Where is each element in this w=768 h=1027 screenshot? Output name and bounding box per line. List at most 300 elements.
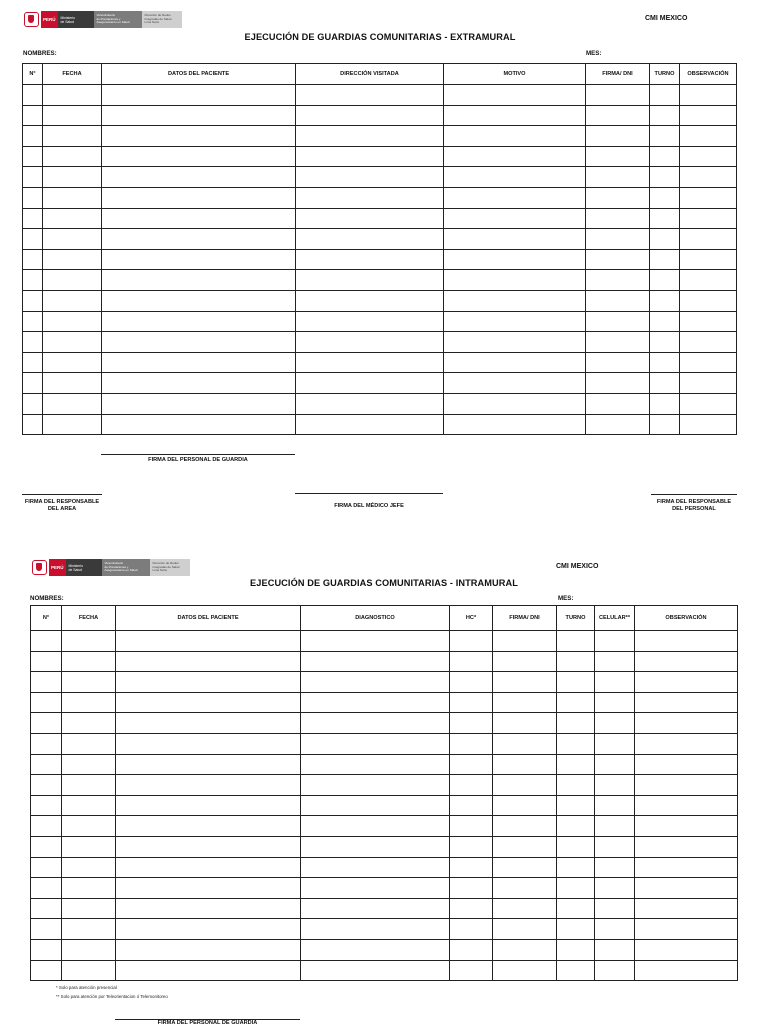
table-cell[interactable]	[635, 775, 738, 796]
table-cell[interactable]	[102, 393, 296, 414]
table-cell[interactable]	[62, 754, 116, 775]
table-cell[interactable]	[102, 105, 296, 126]
table-cell[interactable]	[102, 85, 296, 106]
table-cell[interactable]	[43, 373, 102, 394]
table-cell[interactable]	[62, 919, 116, 940]
table-cell[interactable]	[557, 878, 595, 899]
table-cell[interactable]	[595, 631, 635, 652]
table-cell[interactable]	[296, 414, 444, 435]
table-cell[interactable]	[62, 857, 116, 878]
table-cell[interactable]	[296, 249, 444, 270]
table-cell[interactable]	[116, 919, 301, 940]
table-cell[interactable]	[444, 270, 586, 291]
table-cell[interactable]	[296, 146, 444, 167]
table-cell[interactable]	[595, 713, 635, 734]
table-cell[interactable]	[557, 672, 595, 693]
table-cell[interactable]	[680, 332, 737, 353]
table-cell[interactable]	[102, 414, 296, 435]
table-cell[interactable]	[680, 311, 737, 332]
table-cell[interactable]	[680, 249, 737, 270]
table-cell[interactable]	[296, 126, 444, 147]
table-cell[interactable]	[635, 631, 738, 652]
table-cell[interactable]	[493, 713, 557, 734]
table-cell[interactable]	[102, 126, 296, 147]
table-cell[interactable]	[62, 878, 116, 899]
table-cell[interactable]	[301, 898, 450, 919]
table-cell[interactable]	[635, 713, 738, 734]
table-cell[interactable]	[43, 311, 102, 332]
table-cell[interactable]	[650, 146, 680, 167]
table-cell[interactable]	[23, 249, 43, 270]
table-cell[interactable]	[31, 878, 62, 899]
table-cell[interactable]	[595, 836, 635, 857]
table-cell[interactable]	[680, 126, 737, 147]
table-cell[interactable]	[23, 187, 43, 208]
table-cell[interactable]	[557, 795, 595, 816]
table-cell[interactable]	[557, 939, 595, 960]
table-cell[interactable]	[116, 692, 301, 713]
table-cell[interactable]	[680, 167, 737, 188]
table-cell[interactable]	[450, 878, 493, 899]
table-cell[interactable]	[43, 290, 102, 311]
table-cell[interactable]	[301, 651, 450, 672]
table-cell[interactable]	[557, 898, 595, 919]
table-cell[interactable]	[444, 105, 586, 126]
table-cell[interactable]	[116, 795, 301, 816]
table-cell[interactable]	[635, 939, 738, 960]
table-cell[interactable]	[301, 713, 450, 734]
table-cell[interactable]	[23, 146, 43, 167]
col-header-hc: HC*	[450, 606, 493, 631]
table-cell[interactable]	[301, 672, 450, 693]
table-cell[interactable]	[635, 960, 738, 981]
table-cell[interactable]	[586, 332, 650, 353]
table-cell[interactable]	[650, 373, 680, 394]
table-cell[interactable]	[650, 290, 680, 311]
table-cell[interactable]	[557, 733, 595, 754]
table-cell[interactable]	[43, 270, 102, 291]
table-cell[interactable]	[301, 939, 450, 960]
table-cell[interactable]	[62, 672, 116, 693]
table-cell[interactable]	[444, 373, 586, 394]
table-cell[interactable]	[557, 919, 595, 940]
table-cell[interactable]	[493, 795, 557, 816]
table-cell[interactable]	[301, 857, 450, 878]
mes-label-bottom: MES:	[558, 595, 574, 602]
table-cell[interactable]	[450, 692, 493, 713]
table-cell[interactable]	[102, 290, 296, 311]
table-cell[interactable]	[595, 919, 635, 940]
table-cell[interactable]	[493, 939, 557, 960]
table-cell[interactable]	[23, 229, 43, 250]
table-cell[interactable]	[586, 393, 650, 414]
table-cell[interactable]	[31, 836, 62, 857]
table-cell[interactable]	[102, 270, 296, 291]
table-cell[interactable]	[102, 187, 296, 208]
table-cell[interactable]	[43, 332, 102, 353]
table-cell[interactable]	[493, 857, 557, 878]
table-cell[interactable]	[444, 167, 586, 188]
table-cell[interactable]	[31, 713, 62, 734]
table-cell[interactable]	[444, 187, 586, 208]
table-cell[interactable]	[62, 816, 116, 837]
table-cell[interactable]	[116, 939, 301, 960]
table-cell[interactable]	[116, 857, 301, 878]
logo-ministry: Ministerio de Salud	[58, 11, 94, 28]
table-cell[interactable]	[23, 414, 43, 435]
table-cell[interactable]	[650, 311, 680, 332]
signature-label-guardia-bottom: FIRMA DEL PERSONAL DE GUARDIA	[157, 1020, 258, 1026]
form-title-intramural: EJECUCIÓN DE GUARDIAS COMUNITARIAS - INTRAMURAL	[250, 578, 518, 588]
table-cell[interactable]	[450, 960, 493, 981]
table-cell[interactable]	[557, 651, 595, 672]
table-cell[interactable]	[31, 775, 62, 796]
table-cell[interactable]	[650, 105, 680, 126]
table-cell[interactable]	[301, 960, 450, 981]
table-cell[interactable]	[444, 414, 586, 435]
table-cell[interactable]	[31, 672, 62, 693]
table-cell[interactable]	[557, 754, 595, 775]
table-cell[interactable]	[586, 105, 650, 126]
table-cell[interactable]	[586, 414, 650, 435]
table-cell[interactable]	[650, 126, 680, 147]
table-cell[interactable]	[595, 692, 635, 713]
site-name: CMI MEXICO	[645, 15, 688, 22]
table-cell[interactable]	[680, 352, 737, 373]
table-cell[interactable]	[680, 373, 737, 394]
table-cell[interactable]	[444, 85, 586, 106]
table-cell[interactable]	[296, 85, 444, 106]
table-cell[interactable]	[102, 167, 296, 188]
table-cell[interactable]	[650, 414, 680, 435]
table-cell[interactable]	[23, 290, 43, 311]
table-cell[interactable]	[102, 332, 296, 353]
table-cell[interactable]	[650, 270, 680, 291]
table-cell[interactable]	[116, 898, 301, 919]
table-cell[interactable]	[62, 651, 116, 672]
table-cell[interactable]	[450, 775, 493, 796]
table-cell[interactable]	[301, 692, 450, 713]
table-cell[interactable]	[450, 836, 493, 857]
table-cell[interactable]	[62, 960, 116, 981]
table-cell[interactable]	[450, 631, 493, 652]
table-cell[interactable]	[43, 352, 102, 373]
table-cell[interactable]	[586, 373, 650, 394]
table-cell[interactable]	[301, 919, 450, 940]
table-cell[interactable]	[595, 733, 635, 754]
table-cell[interactable]	[116, 733, 301, 754]
table-cell[interactable]	[62, 775, 116, 796]
table-cell[interactable]	[301, 878, 450, 899]
table-cell[interactable]	[301, 733, 450, 754]
table-cell[interactable]	[680, 187, 737, 208]
table-cell[interactable]	[31, 960, 62, 981]
table-cell[interactable]	[493, 651, 557, 672]
table-cell[interactable]	[680, 146, 737, 167]
table-cell[interactable]	[23, 270, 43, 291]
table-row	[31, 733, 738, 754]
table-cell[interactable]	[301, 631, 450, 652]
table-cell[interactable]	[296, 332, 444, 353]
table-cell[interactable]	[595, 857, 635, 878]
table-cell[interactable]	[116, 836, 301, 857]
table-cell[interactable]	[116, 878, 301, 899]
table-cell[interactable]	[680, 270, 737, 291]
table-cell[interactable]	[493, 672, 557, 693]
table-cell[interactable]	[62, 692, 116, 713]
table-cell[interactable]	[43, 208, 102, 229]
table-cell[interactable]	[493, 733, 557, 754]
table-cell[interactable]	[62, 836, 116, 857]
table-cell[interactable]	[680, 229, 737, 250]
table-cell[interactable]	[635, 878, 738, 899]
table-cell[interactable]	[680, 393, 737, 414]
table-cell[interactable]	[62, 733, 116, 754]
table-cell[interactable]	[586, 311, 650, 332]
table-cell[interactable]	[62, 795, 116, 816]
table-cell[interactable]	[43, 126, 102, 147]
table-cell[interactable]	[444, 229, 586, 250]
table-cell[interactable]	[23, 167, 43, 188]
table-cell[interactable]	[635, 672, 738, 693]
table-cell[interactable]	[296, 167, 444, 188]
table-cell[interactable]	[301, 775, 450, 796]
table-cell[interactable]	[296, 105, 444, 126]
table-cell[interactable]	[493, 692, 557, 713]
table-cell[interactable]	[635, 898, 738, 919]
table-cell[interactable]	[450, 754, 493, 775]
table-cell[interactable]	[301, 795, 450, 816]
table-cell[interactable]	[102, 311, 296, 332]
table-cell[interactable]	[450, 733, 493, 754]
table-cell[interactable]	[680, 85, 737, 106]
table-cell[interactable]	[586, 290, 650, 311]
table-cell[interactable]	[301, 754, 450, 775]
table-cell[interactable]	[301, 836, 450, 857]
table-cell[interactable]	[102, 352, 296, 373]
table-cell[interactable]	[296, 373, 444, 394]
table-cell[interactable]	[62, 713, 116, 734]
table-cell[interactable]	[650, 208, 680, 229]
table-cell[interactable]	[650, 229, 680, 250]
table-cell[interactable]	[595, 775, 635, 796]
table-cell[interactable]	[62, 939, 116, 960]
table-cell[interactable]	[586, 126, 650, 147]
table-cell[interactable]	[23, 332, 43, 353]
table-cell[interactable]	[301, 816, 450, 837]
table-cell[interactable]	[102, 146, 296, 167]
table-cell[interactable]	[444, 290, 586, 311]
table-cell[interactable]	[102, 208, 296, 229]
table-cell[interactable]	[595, 816, 635, 837]
table-cell[interactable]	[102, 249, 296, 270]
col-header-observacion: OBSERVACIÓN	[680, 64, 737, 85]
table-cell[interactable]	[680, 290, 737, 311]
table-cell[interactable]	[557, 631, 595, 652]
table-cell[interactable]	[493, 960, 557, 981]
table-cell[interactable]	[450, 713, 493, 734]
table-cell[interactable]	[557, 960, 595, 981]
table-cell[interactable]	[102, 229, 296, 250]
table-cell[interactable]	[23, 208, 43, 229]
table-cell[interactable]	[296, 311, 444, 332]
table-cell[interactable]	[31, 795, 62, 816]
table-cell[interactable]	[635, 836, 738, 857]
table-cell[interactable]	[31, 898, 62, 919]
table-cell[interactable]	[116, 672, 301, 693]
table-cell[interactable]	[595, 878, 635, 899]
table-cell[interactable]	[43, 414, 102, 435]
table-cell[interactable]	[444, 126, 586, 147]
table-cell[interactable]	[493, 878, 557, 899]
table-row	[31, 631, 738, 652]
table-cell[interactable]	[557, 857, 595, 878]
table-cell[interactable]	[296, 187, 444, 208]
table-cell[interactable]	[450, 672, 493, 693]
table-cell[interactable]	[296, 393, 444, 414]
table-cell[interactable]	[586, 352, 650, 373]
ministry-logo	[24, 11, 182, 28]
table-cell[interactable]	[23, 311, 43, 332]
table-cell[interactable]	[296, 270, 444, 291]
table-cell[interactable]	[43, 85, 102, 106]
table-cell[interactable]	[31, 754, 62, 775]
table-cell[interactable]	[557, 816, 595, 837]
table-cell[interactable]	[450, 651, 493, 672]
table-cell[interactable]	[493, 816, 557, 837]
table-cell[interactable]	[650, 249, 680, 270]
table-cell[interactable]	[635, 857, 738, 878]
table-cell[interactable]	[586, 208, 650, 229]
table-cell[interactable]	[31, 692, 62, 713]
table-cell[interactable]	[595, 754, 635, 775]
table-cell[interactable]	[23, 105, 43, 126]
table-cell[interactable]	[444, 146, 586, 167]
table-cell[interactable]	[680, 105, 737, 126]
table-cell[interactable]	[102, 373, 296, 394]
table-cell[interactable]	[635, 692, 738, 713]
table-cell[interactable]	[493, 898, 557, 919]
table-cell[interactable]	[595, 651, 635, 672]
table-cell[interactable]	[595, 939, 635, 960]
table-cell[interactable]	[444, 311, 586, 332]
table-cell[interactable]	[31, 651, 62, 672]
table-cell[interactable]	[450, 939, 493, 960]
table-cell[interactable]	[493, 836, 557, 857]
table-cell[interactable]	[650, 393, 680, 414]
table-cell[interactable]	[635, 816, 738, 837]
table-cell[interactable]	[31, 631, 62, 652]
table-cell[interactable]	[493, 631, 557, 652]
table-cell[interactable]	[444, 393, 586, 414]
table-cell[interactable]	[43, 167, 102, 188]
table-cell[interactable]	[650, 167, 680, 188]
table-cell[interactable]	[43, 229, 102, 250]
table-cell[interactable]	[650, 187, 680, 208]
table-cell[interactable]	[493, 775, 557, 796]
table-cell[interactable]	[31, 939, 62, 960]
table-cell[interactable]	[650, 85, 680, 106]
table-cell[interactable]	[23, 126, 43, 147]
table-cell[interactable]	[23, 373, 43, 394]
table-cell[interactable]	[450, 857, 493, 878]
table-cell[interactable]	[595, 672, 635, 693]
table-cell[interactable]	[586, 270, 650, 291]
table-cell[interactable]	[43, 146, 102, 167]
table-cell[interactable]	[444, 208, 586, 229]
table-cell[interactable]	[635, 919, 738, 940]
table-cell[interactable]	[450, 919, 493, 940]
table-cell[interactable]	[680, 414, 737, 435]
table-cell[interactable]	[116, 775, 301, 796]
table-cell[interactable]	[296, 208, 444, 229]
table-cell[interactable]	[62, 631, 116, 652]
table-cell[interactable]	[586, 167, 650, 188]
table-cell[interactable]	[296, 229, 444, 250]
table-cell[interactable]	[450, 898, 493, 919]
table-cell[interactable]	[586, 146, 650, 167]
table-cell[interactable]	[43, 105, 102, 126]
table-cell[interactable]	[31, 733, 62, 754]
table-cell[interactable]	[635, 733, 738, 754]
table-cell[interactable]	[586, 187, 650, 208]
table-cell[interactable]	[116, 754, 301, 775]
table-cell[interactable]	[557, 713, 595, 734]
table-cell[interactable]	[444, 352, 586, 373]
table-cell[interactable]	[635, 651, 738, 672]
nombres-label-bottom: NOMBRES:	[30, 595, 64, 602]
table-cell[interactable]	[23, 85, 43, 106]
table-cell[interactable]	[31, 919, 62, 940]
table-cell[interactable]	[450, 795, 493, 816]
table-cell[interactable]	[635, 795, 738, 816]
table-cell[interactable]	[650, 352, 680, 373]
table-cell[interactable]	[23, 352, 43, 373]
table-cell[interactable]	[62, 898, 116, 919]
table-cell[interactable]	[444, 249, 586, 270]
table-cell[interactable]	[635, 754, 738, 775]
table-cell[interactable]	[586, 229, 650, 250]
table-cell[interactable]	[557, 836, 595, 857]
table-cell[interactable]	[586, 249, 650, 270]
table-cell[interactable]	[116, 631, 301, 652]
table-cell[interactable]	[23, 393, 43, 414]
table-cell[interactable]	[116, 713, 301, 734]
table-cell[interactable]	[116, 816, 301, 837]
table-cell[interactable]	[595, 795, 635, 816]
table-cell[interactable]	[450, 816, 493, 837]
table-cell[interactable]	[116, 651, 301, 672]
table-cell[interactable]	[493, 919, 557, 940]
table-cell[interactable]	[31, 816, 62, 837]
table-cell[interactable]	[557, 692, 595, 713]
table-cell[interactable]	[444, 332, 586, 353]
table-cell[interactable]	[680, 208, 737, 229]
table-cell[interactable]	[43, 393, 102, 414]
table-cell[interactable]	[650, 332, 680, 353]
table-cell[interactable]	[493, 754, 557, 775]
table-cell[interactable]	[586, 85, 650, 106]
table-cell[interactable]	[43, 249, 102, 270]
table-cell[interactable]	[595, 960, 635, 981]
table-cell[interactable]	[557, 775, 595, 796]
table-cell[interactable]	[116, 960, 301, 981]
table-cell[interactable]	[595, 898, 635, 919]
table-cell[interactable]	[296, 352, 444, 373]
table-cell[interactable]	[43, 187, 102, 208]
table-cell[interactable]	[296, 290, 444, 311]
table-cell[interactable]	[31, 857, 62, 878]
